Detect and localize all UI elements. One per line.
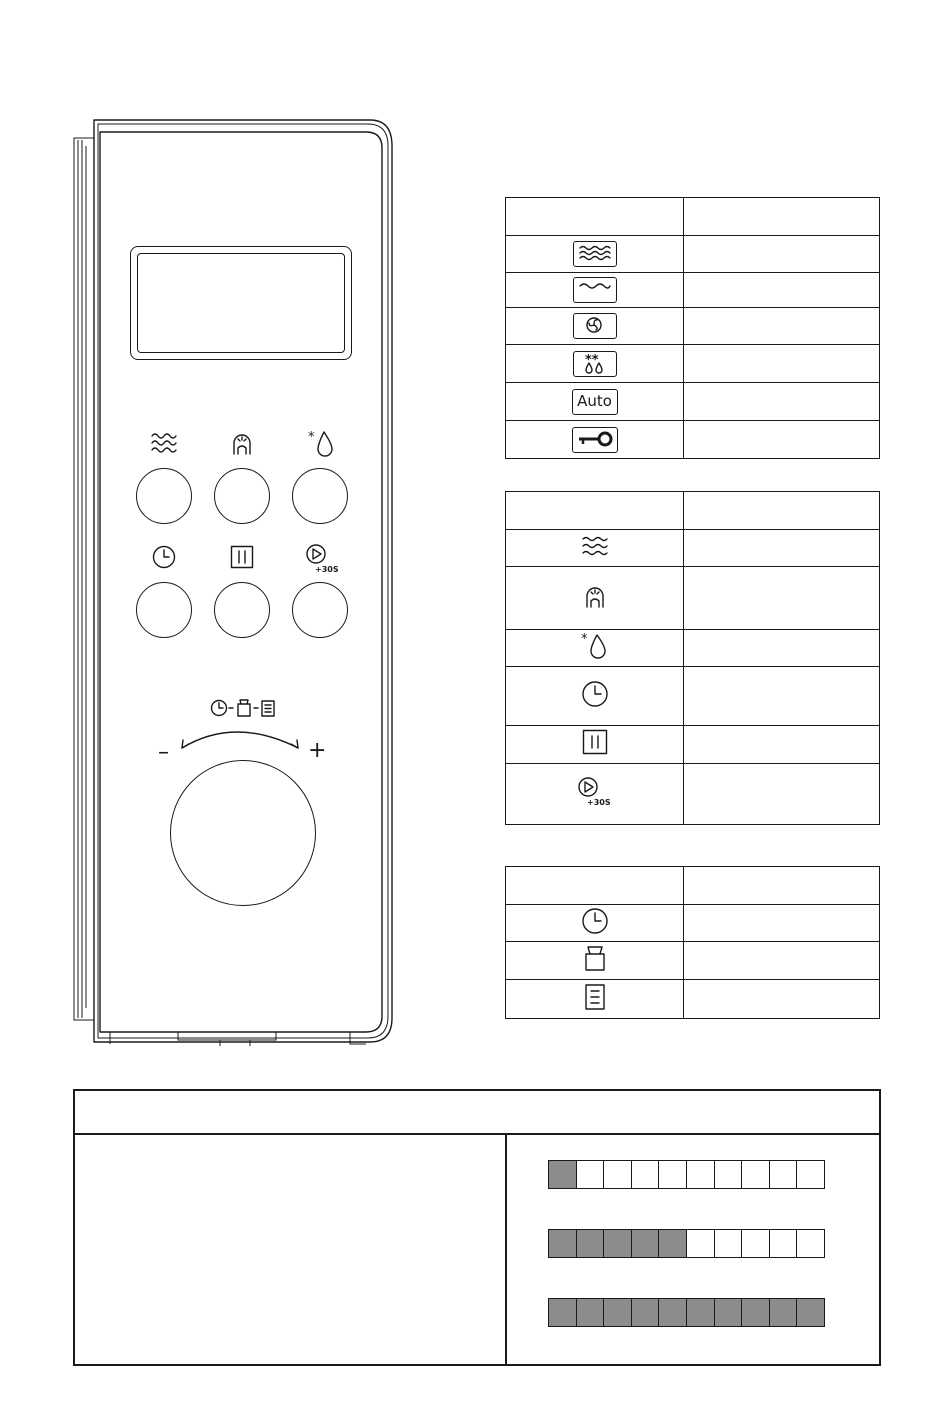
clock-button[interactable]: [136, 582, 192, 638]
table-header-row: [506, 492, 880, 530]
microwave-waves-icon: [581, 535, 609, 557]
description-cell: [684, 567, 880, 630]
grill-icon: [573, 277, 617, 303]
fan-icon: [573, 313, 617, 339]
control-knob[interactable]: [170, 760, 316, 906]
power-segment-empty: [686, 1229, 715, 1258]
defrost-icon: [581, 632, 609, 660]
weight-icon: [584, 944, 606, 972]
start-button[interactable]: [292, 582, 348, 638]
svg-text:**: **: [584, 352, 599, 368]
power-segment-filled: [796, 1298, 825, 1327]
buttons-legend: [505, 491, 880, 825]
grill-icon: [229, 430, 255, 456]
header-cell: [684, 867, 880, 905]
start-plus30s-icon: [578, 777, 612, 807]
power-level-table: [73, 1089, 881, 1366]
defrost-icon: [308, 430, 336, 458]
table-row: [506, 980, 880, 1019]
power-segment-filled: [576, 1298, 605, 1327]
power-segment-empty: [796, 1160, 825, 1189]
table-row: [506, 236, 880, 273]
control-panel: [70, 118, 400, 1048]
clock-icon: [152, 545, 176, 569]
start-label: +30S: [315, 565, 339, 574]
power-segment-empty: [769, 1160, 798, 1189]
table-row: [506, 667, 880, 726]
power-segment-filled: [714, 1298, 743, 1327]
header-cell: [506, 198, 684, 236]
knob-minus-label: –: [158, 740, 169, 765]
header-cell: [684, 198, 880, 236]
table-row: [506, 567, 880, 630]
stop-button[interactable]: [214, 582, 270, 638]
table-row: [506, 383, 880, 421]
power-segment-empty: [686, 1160, 715, 1189]
power-level-bar-3: [548, 1298, 825, 1327]
power-segment-empty: [714, 1160, 743, 1189]
description-cell: [684, 530, 880, 567]
start-plus30s-icon: [306, 544, 338, 574]
description-cell: [684, 383, 880, 421]
header-cell: [684, 492, 880, 530]
power-segment-empty: [796, 1229, 825, 1258]
defrost-icon: [573, 351, 617, 377]
description-cell: [684, 905, 880, 942]
power-table-description: [75, 1135, 507, 1364]
display-icons-legend: [505, 197, 880, 459]
power-segment-filled: [603, 1229, 632, 1258]
description-cell: [684, 308, 880, 345]
power-segment-filled: [658, 1229, 687, 1258]
grill-button[interactable]: [214, 468, 270, 524]
description-cell: [684, 764, 880, 825]
auto-icon: [572, 389, 618, 415]
menu-icon: [584, 983, 606, 1011]
table-header-row: [506, 198, 880, 236]
power-segment-filled: [548, 1298, 577, 1327]
table-row: [506, 308, 880, 345]
power-segment-filled: [741, 1298, 770, 1327]
power-segment-filled: [686, 1298, 715, 1327]
microwave-waves-icon: [150, 432, 178, 456]
power-table-title: [75, 1091, 879, 1135]
power-segment-empty: [658, 1160, 687, 1189]
power-segment-filled: [769, 1298, 798, 1327]
start-label: +30S: [586, 797, 611, 807]
clock-icon: [581, 907, 609, 935]
stop-pause-icon: [582, 729, 608, 755]
power-segment-filled: [603, 1298, 632, 1327]
power-segment-empty: [741, 1160, 770, 1189]
power-segment-filled: [576, 1229, 605, 1258]
table-row: [506, 345, 880, 383]
description-cell: [684, 421, 880, 459]
defrost-button[interactable]: [292, 468, 348, 524]
knob-arc: [160, 720, 310, 752]
table-header-row: [506, 867, 880, 905]
grill-icon: [582, 583, 608, 609]
table-row: [506, 630, 880, 667]
table-row: [506, 530, 880, 567]
description-cell: [684, 273, 880, 308]
table-row: [506, 942, 880, 980]
auto-label: Auto: [577, 391, 612, 410]
display-screen: [137, 253, 345, 353]
power-segment-empty: [631, 1160, 660, 1189]
description-cell: [684, 942, 880, 980]
knob-mode-icons: [210, 698, 280, 718]
power-level-bar-2: [548, 1229, 825, 1258]
power-segment-empty: [603, 1160, 632, 1189]
power-segment-empty: [769, 1229, 798, 1258]
display-window: [130, 246, 352, 360]
description-cell: [684, 630, 880, 667]
description-cell: [684, 345, 880, 383]
header-cell: [506, 492, 684, 530]
table-row: [506, 273, 880, 308]
description-cell: [684, 236, 880, 273]
description-cell: [684, 726, 880, 764]
stop-pause-icon: [230, 545, 254, 569]
table-row: [506, 726, 880, 764]
header-cell: [506, 867, 684, 905]
power-segment-filled: [548, 1229, 577, 1258]
power-segment-filled: [631, 1229, 660, 1258]
power-level-bar-1: [548, 1160, 825, 1189]
microwave-waves-icon: [573, 241, 617, 267]
description-cell: [684, 667, 880, 726]
power-segment-filled: [658, 1298, 687, 1327]
weight-icon: [238, 704, 250, 716]
table-row: [506, 421, 880, 459]
power-segment-empty: [741, 1229, 770, 1258]
power-segment-empty: [714, 1229, 743, 1258]
knob-modes-legend: [505, 866, 880, 1019]
clock-icon: [581, 680, 609, 708]
microwave-button[interactable]: [136, 468, 192, 524]
knob-plus-label: +: [308, 738, 327, 763]
power-segment-empty: [576, 1160, 605, 1189]
power-segment-filled: [548, 1160, 577, 1189]
svg-text:*: *: [308, 430, 315, 445]
power-segment-filled: [631, 1298, 660, 1327]
svg-text:*: *: [580, 631, 587, 647]
child-lock-key-icon: [572, 427, 618, 453]
table-row: [506, 905, 880, 942]
description-cell: [684, 980, 880, 1019]
table-row: [506, 764, 880, 825]
